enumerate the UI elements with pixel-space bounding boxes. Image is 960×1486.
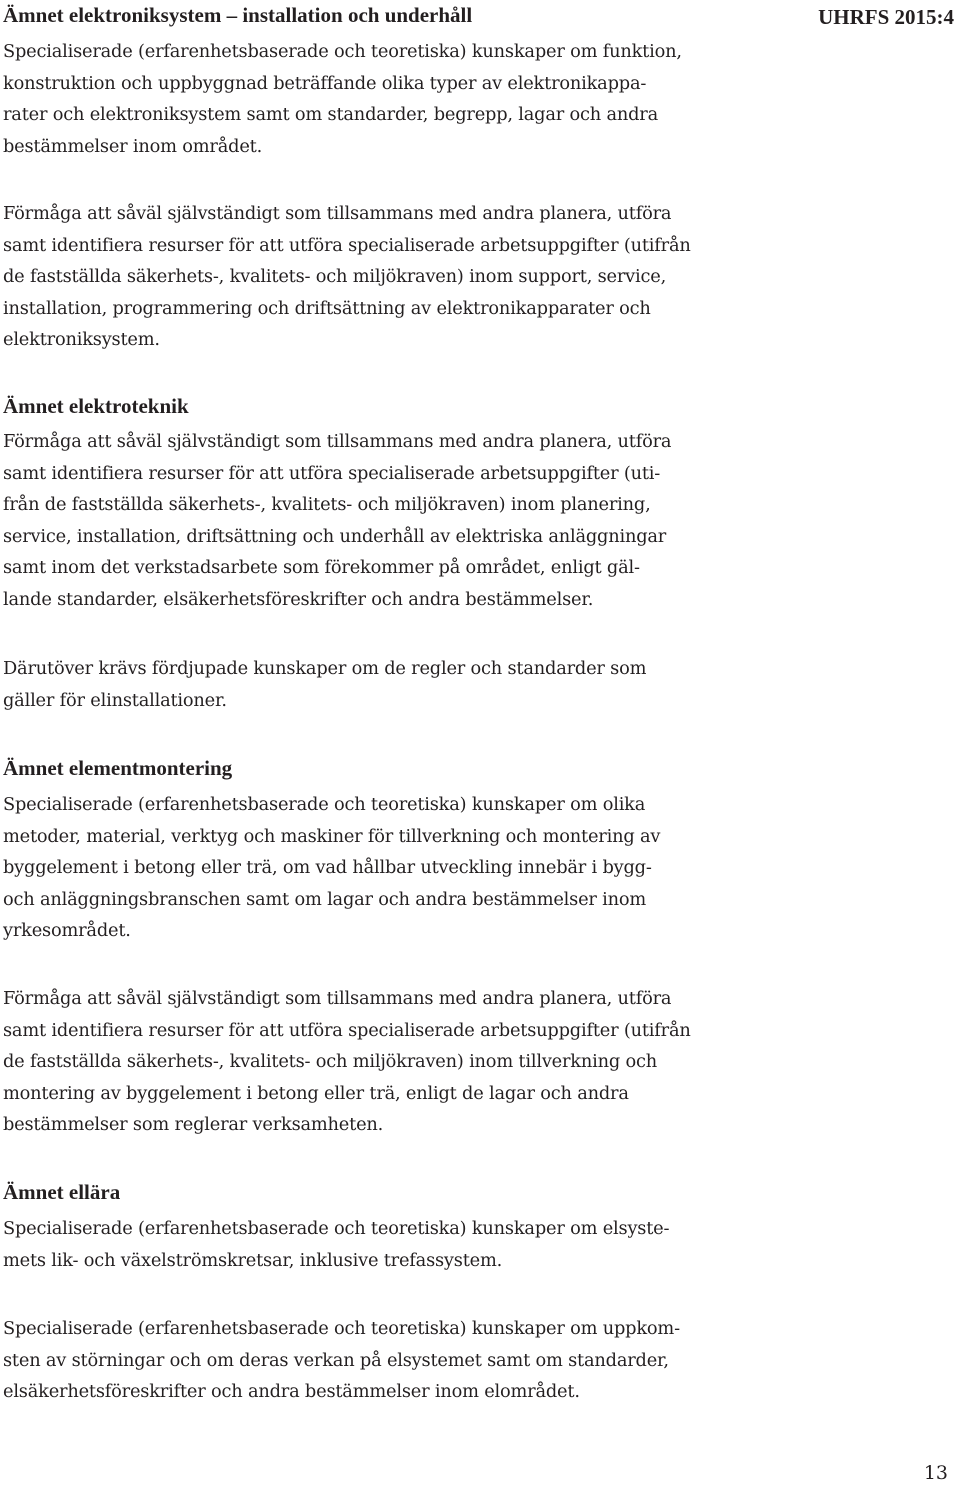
paragraph [3, 983, 743, 1141]
text-line: lande standarder, elsäkerhetsföreskrifter och andra bestämmelser. [3, 588, 594, 610]
text-line: Specialiserade (erfarenhetsbaserade och teoretiska) kunskaper om funktion, [3, 41, 682, 62]
text-line: bestämmelser som reglerar verksamheten. [3, 1114, 384, 1135]
text-line: Specialiserade (erfarenhetsbaserade och teoretiska) kunskaper om uppkom- [3, 1318, 680, 1339]
paragraph [3, 789, 743, 947]
document-code: UHRFS 2015:4 [818, 5, 954, 29]
paragraph [3, 36, 743, 162]
section-title-ellara: Ämnet ellära [3, 1180, 121, 1204]
text-line: mets lik- och växelströmskretsar, inklusive trefassystem. [3, 1249, 503, 1271]
paragraph [3, 426, 743, 615]
paragraph [3, 1313, 743, 1408]
text-line: Därutöver krävs fördjupade kunskaper om de regler och standarder som [3, 658, 647, 679]
text-line: Specialiserade (erfarenhetsbaserade och teoretiska) kunskaper om elsyste- [3, 1218, 670, 1239]
text-line: Förmåga att såväl självständigt som tillsammans med andra planera, utföra [3, 988, 672, 1009]
text-line: Förmåga att såväl självständigt som tillsammans med andra planera, utföra [3, 431, 672, 452]
text-line: de fastställda säkerhets-, kvalitets- och miljökraven) inom tillverkning och [3, 1051, 658, 1072]
paragraph [3, 1213, 743, 1276]
paragraph [3, 198, 743, 356]
text-line: från de fastställda säkerhets-, kvalitets- och miljökraven) inom planering, [3, 494, 651, 515]
section-title-elektroniksystem: Ämnet elektroniksystem – installation och underhåll [3, 3, 473, 27]
text-line: Förmåga att såväl självständigt som tillsammans med andra planera, utföra [3, 203, 672, 224]
text-line: och anläggningsbranschen samt om lagar och andra bestämmelser inom [3, 888, 647, 910]
text-line: elektroniksystem. [3, 329, 160, 350]
page-number: 13 [923, 1462, 948, 1484]
text-line: samt identifiera resurser för att utföra specialiserade arbetsuppgifter (utifrån [3, 234, 691, 256]
text-line: rater och elektroniksystem samt om standarder, begrepp, lagar och andra [3, 104, 659, 125]
text-line: service, installation, driftsättning och underhåll av elektriska anläggningar [3, 525, 667, 547]
text-line: sten av störningar och om deras verkan på elsystemet samt om standarder, [3, 1349, 669, 1371]
text-line: elsäkerhetsföreskrifter och andra bestämmelser inom elområdet. [3, 1381, 580, 1402]
text-line: samt identifiera resurser för att utföra specialiserade arbetsuppgifter (utifrån [3, 1019, 691, 1041]
text-line: bestämmelser inom området. [3, 135, 263, 157]
paragraph [3, 653, 743, 716]
text-line: samt identifiera resurser för att utföra specialiserade arbetsuppgifter (uti- [3, 462, 661, 484]
text-line: de fastställda säkerhets-, kvalitets- och miljökraven) inom support, service, [3, 266, 667, 287]
text-line: konstruktion och uppbyggnad beträffande olika typer av elektronikappa- [3, 72, 647, 94]
text-line: byggelement i betong eller trä, om vad hållbar utveckling innebär i bygg- [3, 857, 652, 878]
text-line: installation, programmering och driftsättning av elektronikapparater och [3, 297, 651, 319]
text-line: yrkesområdet. [3, 920, 131, 941]
section-title-elektroteknik: Ämnet elektroteknik [3, 394, 189, 418]
text-line: gäller för elinstallationer. [3, 689, 227, 711]
text-line: metoder, material, verktyg och maskiner för tillverkning och montering av [3, 825, 661, 847]
text-line: montering av byggelement i betong eller trä, enligt de lagar och andra [3, 1082, 629, 1104]
section-title-elementmontering: Ämnet elementmontering [3, 756, 233, 780]
text-line: samt inom det verkstadsarbete som förekommer på området, enligt gäl- [3, 557, 640, 578]
text-line: Specialiserade (erfarenhetsbaserade och teoretiska) kunskaper om olika [3, 794, 646, 815]
